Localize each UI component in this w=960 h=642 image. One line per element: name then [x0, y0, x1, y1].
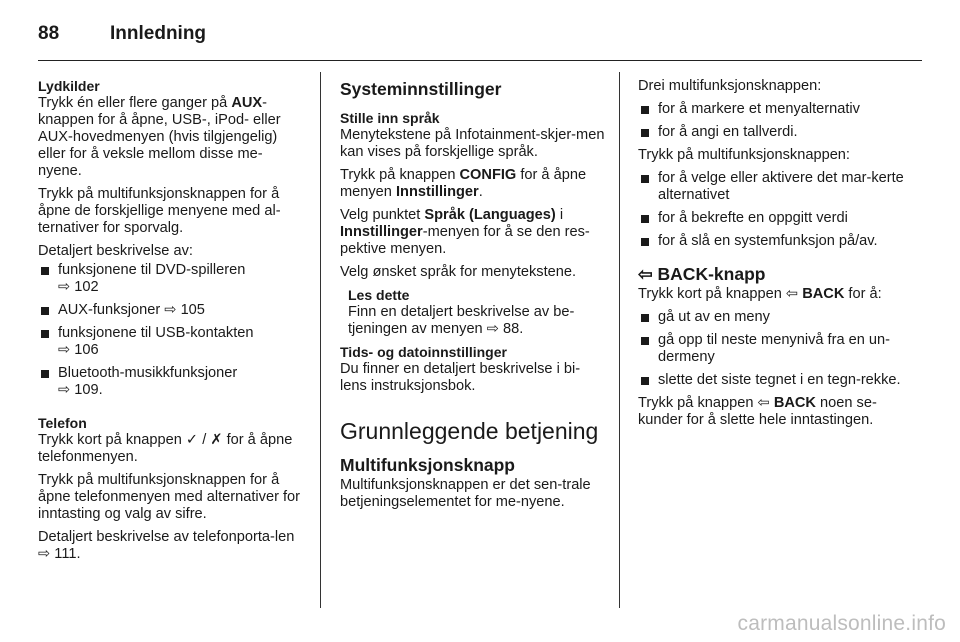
- column-divider-2: [619, 72, 620, 608]
- column-3: [638, 78, 908, 435]
- watermark: carmanualsonline.info: [737, 612, 946, 635]
- stille-inn-sprak-heading: Stille inn språk: [340, 110, 440, 126]
- back-icon: ⇦: [757, 395, 774, 411]
- telefon-heading: Telefon: [38, 415, 87, 431]
- phone-mute-icon: ✗: [210, 432, 223, 448]
- back-icon: ⇦: [638, 264, 658, 284]
- note-box: [340, 287, 606, 338]
- back-knapp-heading: ⇦ BACK-knapp: [638, 264, 766, 284]
- page-ref[interactable]: 111.: [54, 546, 81, 562]
- sprak-paragraph-2: Trykk på knappen CONFIG for å åpne menyen Innstillinger.: [340, 167, 587, 200]
- lydkilder-paragraph-1: Trykk én eller flere ganger på AUX-knappen for å åpne, USB-, iPod- eller AUX-hovedmenyen (hvis tilgjengelig) eller for å veksle mellom disse me-nyene.: [38, 95, 281, 179]
- back-paragraph-2: Trykk på knappen ⇦ BACK noen se-kunder for å slette hele inntastingen.: [638, 395, 877, 428]
- drei-list: [638, 101, 908, 141]
- list-item: for å slå en systemfunksjon på/av.: [638, 233, 908, 250]
- note-text: Finn en detaljert beskrivelse av be-tjeningen av menyen ⇨ 88.: [348, 304, 575, 337]
- grunnleggende-betjening-heading: Grunnleggende betjening: [340, 418, 599, 444]
- page-ref-icon: ⇨: [58, 382, 75, 398]
- back-list: [638, 309, 908, 389]
- page-ref-icon: ⇨: [38, 546, 55, 562]
- list-item: gå ut av en meny: [638, 309, 908, 326]
- multifunksjonsknapp-heading: Multifunksjonsknapp: [340, 455, 515, 475]
- sprak-paragraph-1: Menytekstene på Infotainment-skjer-men kan vises på forskjellige språk.: [340, 127, 605, 160]
- lydkilder-paragraph-2: Trykk på multifunksjonsknappen for å åpne de forskjellige menyene med al-ternativer for sporvalg.: [38, 186, 281, 236]
- trykk-paragraph: Trykk på multifunksjonsknappen:: [638, 147, 850, 163]
- telefon-paragraph-2: Trykk på multifunksjonsknappen for å åpne telefonmenyen med alternativer for inntasting og valg av sifre.: [38, 472, 301, 522]
- list-item: funksjonene til USB-kontakten ⇨ 106: [38, 325, 304, 359]
- page-ref-icon: ⇨: [58, 279, 75, 295]
- page-ref-icon: ⇨: [164, 302, 181, 318]
- phone-icon: ✓: [185, 432, 199, 448]
- column-divider-1: [320, 72, 321, 608]
- page-ref[interactable]: 109.: [74, 382, 103, 398]
- column-2: [340, 78, 606, 517]
- header-rule: [38, 60, 922, 61]
- back-icon: ⇦: [785, 286, 803, 302]
- page-number: 88: [38, 23, 60, 44]
- lydkilder-heading: Lydkilder: [38, 78, 100, 94]
- note-heading: Les dette: [348, 287, 410, 303]
- trykk-list: [638, 170, 908, 250]
- tid-dato-heading: Tids- og datoinnstillinger: [340, 344, 507, 360]
- list-item: for å bekrefte en oppgitt verdi: [638, 210, 908, 227]
- list-item: Bluetooth-musikkfunksjoner ⇨ 109.: [38, 365, 304, 399]
- list-item: for å angi en tallverdi.: [638, 124, 908, 141]
- back-paragraph-1: Trykk kort på knappen ⇦ BACK for å:: [638, 286, 882, 302]
- telefon-paragraph-1: Trykk kort på knappen ✓ / ✗ for å åpne telefonmenyen.: [38, 432, 293, 465]
- page-ref[interactable]: 105: [180, 302, 205, 318]
- list-item: AUX-funksjoner ⇨ 105: [38, 302, 304, 319]
- list-item: for å markere et menyalternativ: [638, 101, 908, 118]
- page-ref[interactable]: 88.: [503, 321, 524, 337]
- tid-dato-paragraph: Du finner en detaljert beskrivelse i bi-lens instruksjonsbok.: [340, 361, 581, 394]
- column-1: [38, 78, 304, 569]
- page-header: [38, 18, 206, 50]
- page-ref[interactable]: 106: [74, 342, 99, 358]
- drei-paragraph: Drei multifunksjonsknappen:: [638, 78, 822, 94]
- systeminnstillinger-heading: Systeminnstillinger: [340, 79, 502, 99]
- list-item: for å velge eller aktivere det mar-kerte alternativet: [638, 170, 908, 204]
- sprak-paragraph-4: Velg ønsket språk for menytekstene.: [340, 264, 577, 280]
- list-item: slette det siste tegnet i en tegn-rekke.: [638, 372, 908, 389]
- page-ref-icon: ⇨: [58, 342, 75, 358]
- telefon-paragraph-3: Detaljert beskrivelse av telefonporta-len ⇨ 111.: [38, 529, 295, 562]
- page-ref-icon: ⇨: [486, 321, 504, 337]
- sprak-paragraph-3: Velg punktet Språk (Languages) i Innstillinger-menyen for å se den res-pektive menyen.: [340, 207, 590, 257]
- chapter-title: Innledning: [110, 23, 207, 44]
- lydkilder-list: [38, 262, 304, 399]
- list-item: gå opp til neste menynivå fra en un-dermeny: [638, 332, 908, 366]
- multifunksjonsknapp-paragraph: Multifunksjonsknappen er det sen-trale betjeningselementet for me-nyene.: [340, 477, 591, 510]
- list-item: funksjonene til DVD-spilleren ⇨ 102: [38, 262, 304, 296]
- lydkilder-paragraph-3: Detaljert beskrivelse av:: [38, 243, 193, 259]
- page-ref[interactable]: 102: [74, 279, 99, 295]
